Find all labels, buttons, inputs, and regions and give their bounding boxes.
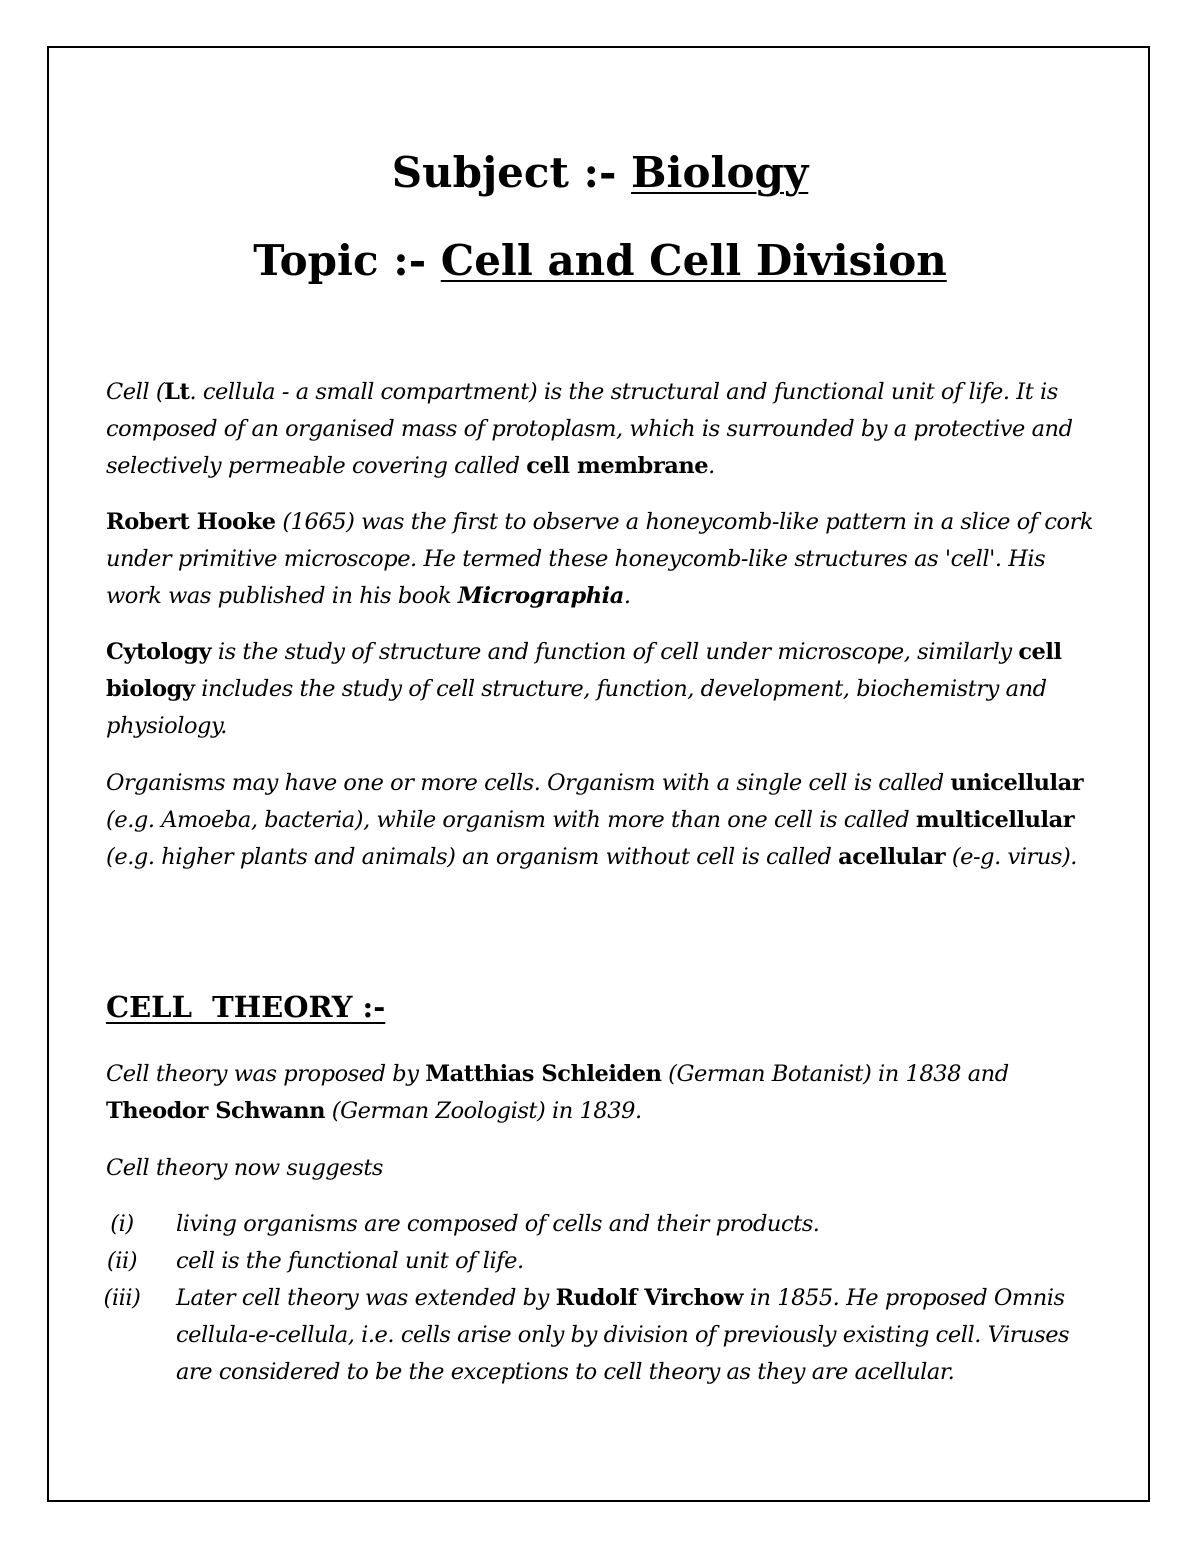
topic-prefix: Topic :- <box>253 236 441 285</box>
bold-term: acellular <box>838 844 946 870</box>
cell-theory-suggests: Cell theory now suggests <box>106 1155 384 1181</box>
text-run: . <box>623 583 631 609</box>
text-run: Cell theory was proposed by <box>106 1061 426 1087</box>
list-marker: (i) <box>110 1211 134 1237</box>
list-item-text <box>176 1248 524 1274</box>
paragraph-organisms <box>106 765 1096 876</box>
text-run: . cellula - a small compartment) is the structural and functional unit of life. It is composed of an organised mass of protoplasm, which is surrounded by a protective and selectively permeable covering called <box>106 379 1073 479</box>
bold-term: Theodor Schwann <box>106 1098 326 1124</box>
subject-prefix: Subject :- <box>391 148 632 197</box>
text-run: (e.g. higher plants and animals) an organism without cell is called <box>106 844 839 870</box>
bold-term: Cytology <box>106 639 212 665</box>
text-run: includes the study of cell structure, function, development, biochemistry and physiology. <box>106 676 1047 739</box>
list-item-text <box>176 1285 1069 1385</box>
cell-theory-item <box>96 1243 1096 1280</box>
text-run: in 1855. He proposed Omnis cellula-e-cellula, i.e. cells arise only by division of previously existing cell. Viruses are considered to be the exceptions to cell theory as they are acellular. <box>176 1285 1070 1385</box>
paragraph-cytology <box>106 634 1096 745</box>
text-run: (1665) was the first to observe a honeycomb-like pattern in a slice of cork under primitive microscope. He termed these honeycomb-like structures as 'cell'. His work was published in his book <box>106 509 1094 609</box>
bold-term: cell biology <box>106 639 1062 702</box>
subject-value: Biology <box>631 148 809 197</box>
text-run: Later cell theory was extended by <box>176 1285 556 1311</box>
subject-heading <box>0 148 1200 197</box>
bold-term: cell membrane <box>526 453 709 479</box>
text-run: (German Botanist) in 1838 and <box>661 1061 1009 1087</box>
cell-theory-item <box>96 1280 1096 1391</box>
list-item-text <box>176 1211 820 1237</box>
cell-theory-list <box>96 1206 1096 1391</box>
text-run: is the study of structure and function of cell under microscope, similarly <box>211 639 1019 665</box>
paragraph-cell-definition <box>106 374 1096 485</box>
cell-theory-heading: CELL THEORY :- <box>106 990 386 1024</box>
bold-term: Matthias Schleiden <box>425 1061 662 1087</box>
text-run: (e-g. virus). <box>945 844 1078 870</box>
text-run: cell is the functional unit of life. <box>176 1248 524 1274</box>
paragraph-robert-hooke <box>106 504 1096 615</box>
topic-heading <box>0 236 1200 285</box>
topic-value: Cell and Cell Division <box>440 236 947 285</box>
bold-term: multicellular <box>915 807 1075 833</box>
text-run: (e.g. Amoeba, bacteria), while organism with more than one cell is called <box>106 807 916 833</box>
text-run: . <box>708 453 715 479</box>
cell-theory-intro <box>106 1056 1096 1130</box>
text-run: Cell ( <box>106 379 165 405</box>
text-run: Organisms may have one or more cells. Organism with a single cell is called <box>106 770 951 796</box>
cell-theory-item <box>96 1206 1096 1243</box>
bold-term: Lt <box>164 379 190 405</box>
list-marker: (ii) <box>106 1248 138 1274</box>
bold-term: Rudolf Virchow <box>555 1285 744 1311</box>
list-marker: (iii) <box>103 1285 141 1311</box>
bold-term: unicellular <box>950 770 1084 796</box>
text-run: (German Zoologist) in 1839. <box>325 1098 642 1124</box>
bold-term: Micrographia <box>457 583 624 609</box>
bold-term: Robert Hooke <box>106 509 276 535</box>
text-run: living organisms are composed of cells and their products. <box>176 1211 820 1237</box>
